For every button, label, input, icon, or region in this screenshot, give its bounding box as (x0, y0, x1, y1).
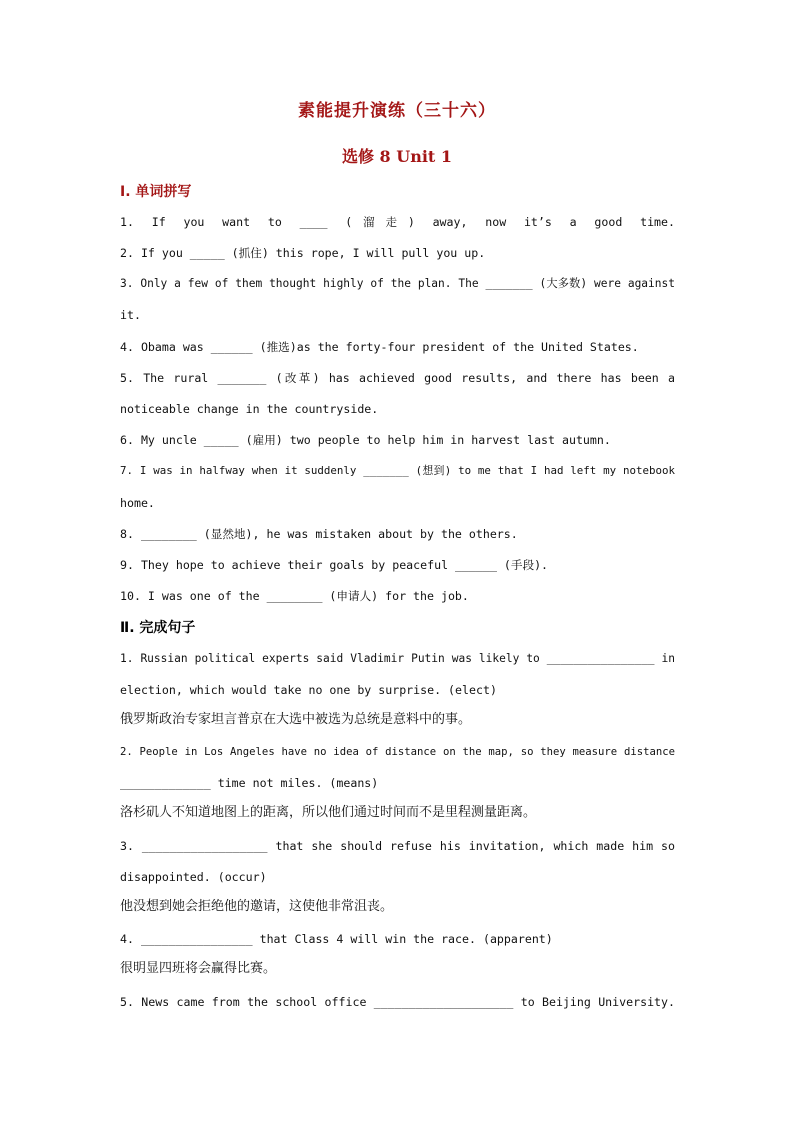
page-subtitle: 选修 8 Unit 1 (341, 147, 453, 166)
translation-line: 洛杉矶人不知道地图上的距离，所以他们通过时间而不是里程测量距离。 (120, 805, 537, 820)
exercise-line: 2. If you _____ (抓住) this rope, I will pull you up. (120, 246, 486, 260)
exercise-line: 4. Obama was ______ (推选)as the forty-four president of the United States. (120, 340, 639, 354)
exercise-line: 9. They hope to achieve their goals by peaceful ______ (手段). (120, 558, 549, 572)
exercise-line: 5. The rural _______ (改革) has achieved good results, and there has been a (120, 371, 675, 385)
exercise-line: 5. News came from the school office ____________________ to Beijing University. (120, 995, 675, 1009)
exercise-line: 7. I was in halfway when it suddenly _______ (想到) to me that I had left my notebook (120, 464, 675, 477)
exercise-line: it. (120, 308, 141, 322)
exercise-line: _____________ time not miles. (means) (120, 776, 379, 790)
exercise-line: 1. Russian political experts said Vladimir Putin was likely to ________________ in (120, 652, 675, 665)
section-heading-spelling: Ⅰ. 单词拼写 (120, 184, 192, 200)
section-heading-sentences: Ⅱ. 完成句子 (120, 620, 196, 636)
exercise-line: 3. Only a few of them thought highly of the plan. The _______ (大多数) were against (120, 277, 675, 290)
exercise-line: 10. I was one of the ________ (申请人) for the job. (120, 589, 469, 603)
exercise-line: 6. My uncle _____ (雇用) two people to help him in harvest last autumn. (120, 433, 611, 447)
exercise-line: 2. People in Los Angeles have no idea of distance on the map, so they measure distance (120, 746, 675, 758)
exercise-line: noticeable change in the countryside. (120, 402, 379, 416)
exercise-line: disappointed. (occur) (120, 870, 267, 884)
page-title: 素能提升演练（三十六） (298, 101, 496, 121)
exercise-line: 4. ________________ that Class 4 will win the race. (apparent) (120, 932, 553, 946)
exercise-line: home. (120, 496, 155, 510)
translation-line: 俄罗斯政治专家坦言普京在大选中被选为总统是意料中的事。 (120, 712, 472, 727)
exercise-line: 3. __________________ that she should refuse his invitation, which made him so (120, 839, 675, 853)
exercise-line: 1. If you want to ____ (溜走) away, now it’s a good time. (120, 215, 675, 229)
exercise-line: 8. ________ (显然地), he was mistaken about by the others. (120, 527, 518, 541)
translation-line: 很明显四班将会赢得比赛。 (120, 961, 277, 976)
exercise-line: election, which would take no one by surprise. (elect) (120, 683, 497, 697)
translation-line: 他没想到她会拒绝他的邀请，这使他非常沮丧。 (120, 899, 394, 914)
